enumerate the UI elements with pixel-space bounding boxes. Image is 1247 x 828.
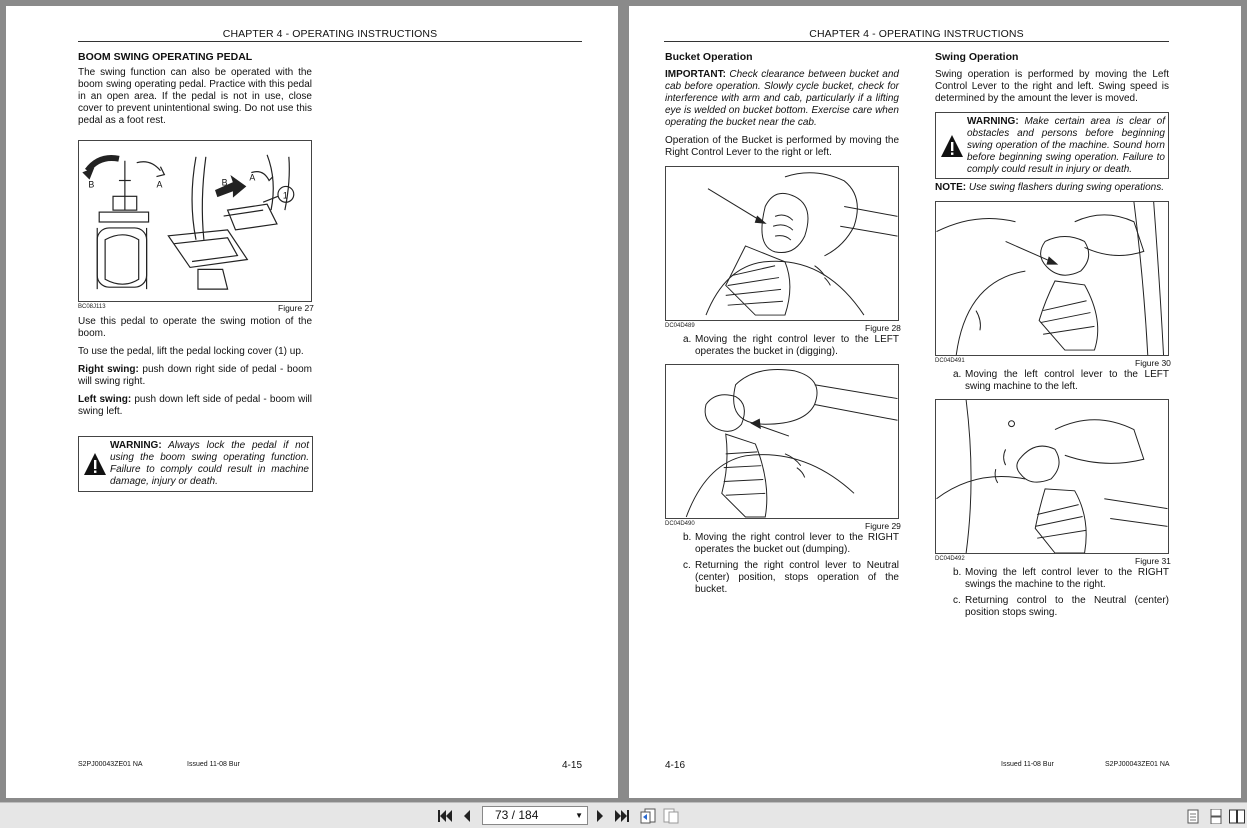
warning-label: WARNING:: [110, 440, 162, 451]
forward-icon[interactable]: [663, 808, 679, 824]
item-text: Moving the left control lever to the RIGHT swings the machine to the right.: [965, 567, 1169, 590]
swing-pedal-illustration: [79, 141, 311, 301]
warning-icon: [83, 452, 107, 476]
figure-29: [665, 364, 899, 519]
item-label: b.: [683, 532, 692, 543]
label-b2: B: [221, 177, 228, 188]
figure-28-caption: Figure 28: [865, 323, 901, 333]
figure-27: [78, 140, 312, 302]
bucket-heading: Bucket Operation: [665, 51, 753, 63]
right-swing-label: Right swing:: [78, 364, 139, 375]
single-page-icon[interactable]: [1185, 808, 1201, 824]
label-a: A: [156, 179, 163, 190]
swing-heading: Swing Operation: [935, 51, 1019, 63]
pedal-usage-paragraph: Use this pedal to operate the swing motion of the boom.: [78, 316, 312, 339]
important-text: Check clearance between bucket and cab before operation. Slowly cycle bucket, check for interference with arm and cab, particularly if a lifting eye is welded on bucket bottom. Exercise care when operating the bucket near the cab.: [665, 69, 899, 128]
footer-doc-number: S2PJ00043ZE01 NA: [78, 761, 143, 768]
prev-page-icon[interactable]: [459, 808, 475, 824]
left-lever-left-illustration: [936, 202, 1168, 355]
item-label: a.: [953, 369, 962, 380]
label-1: 1: [282, 190, 288, 201]
warning-body: Always lock the pedal if not using the boom swing operating function. Failure to comply could result in machine damage, injury or death.: [110, 440, 309, 487]
swing-item-a: [953, 369, 1169, 395]
warning-icon: [940, 134, 964, 158]
label-a2: A: [249, 172, 256, 183]
swing-item-b: [953, 567, 1169, 593]
bucket-item-b: [683, 532, 899, 558]
pedal-warning-box: [78, 436, 313, 492]
bucket-paragraph: Operation of the Bucket is performed by moving the Right Control Lever to the right or left.: [665, 135, 899, 158]
figure-28: [665, 166, 899, 321]
page-4-16: [629, 6, 1241, 798]
figure-caption: Figure 27: [278, 303, 314, 313]
item-label: c.: [683, 560, 691, 571]
page-4-15: [6, 6, 618, 798]
figure-31-id: DC04D492: [935, 556, 965, 562]
footer-doc-number: S2PJ00043ZE01 NA: [1105, 761, 1170, 768]
swing-warning-text: [967, 116, 1165, 176]
last-page-icon[interactable]: [614, 808, 630, 824]
page-number: 4-16: [665, 760, 686, 771]
item-label: b.: [953, 567, 962, 578]
continuous-icon[interactable]: [1208, 808, 1224, 824]
two-page-icon[interactable]: [1229, 808, 1245, 824]
swing-paragraph: Swing operation is performed by moving the Left Control Lever to the right and left. Swing speed is determined by the amount the lever is moved.: [935, 69, 1169, 104]
left-swing-text: push down left side of pedal - boom will swing left.: [78, 394, 312, 417]
figure-28-id: DC04D489: [665, 323, 695, 329]
intro-paragraph: The swing function can also be operated with the boom swing operating pedal. Practice with this pedal in an open area. If the pedal is not in use, close cover to prevent unintentional swing. Do not use this pedal as a foot rest.: [78, 67, 312, 126]
back-icon[interactable]: [640, 808, 656, 824]
item-label: a.: [683, 334, 692, 345]
figure-29-id: DC04D490: [665, 521, 695, 527]
pedal-warning-text: [110, 440, 309, 488]
figure-id: BC08J113: [78, 304, 106, 310]
footer-issued: Issued 11-08 Bur: [1001, 761, 1054, 768]
figure-30: [935, 201, 1169, 356]
figure-30-id: DC04D491: [935, 358, 965, 364]
chapter-header: CHAPTER 4 - OPERATING INSTRUCTIONS: [78, 28, 582, 42]
swing-item-c: [953, 595, 1169, 621]
figure-31-caption: Figure 31: [1135, 556, 1171, 566]
item-text: Returning the right control lever to Neutral (center) position, stops operation of the bucket.: [695, 560, 899, 595]
page-number-input[interactable]: [482, 806, 588, 825]
figure-29-caption: Figure 29: [865, 521, 901, 531]
swing-note: [935, 182, 1169, 194]
first-page-icon[interactable]: [437, 808, 453, 824]
viewer-toolbar: [0, 802, 1247, 828]
important-label: IMPORTANT:: [665, 69, 726, 80]
note-label: NOTE:: [935, 182, 967, 193]
page-number: 4-15: [562, 760, 583, 771]
chapter-header: CHAPTER 4 - OPERATING INSTRUCTIONS: [664, 28, 1169, 42]
footer-issued: Issued 11-08 Bur: [187, 761, 240, 768]
next-page-icon[interactable]: [592, 808, 608, 824]
item-label: c.: [953, 595, 961, 606]
figure-30-caption: Figure 30: [1135, 358, 1171, 368]
warning-label: WARNING:: [967, 116, 1019, 127]
note-text: Use swing flashers during swing operations.: [966, 182, 1164, 193]
bucket-item-a: [683, 334, 899, 360]
section-heading: BOOM SWING OPERATING PEDAL: [78, 51, 253, 63]
bucket-important: [665, 69, 899, 129]
item-text: Moving the right control lever to the LEFT operates the bucket in (digging).: [695, 334, 899, 357]
left-lever-right-illustration: [936, 400, 1168, 553]
left-swing-paragraph: [78, 394, 312, 418]
label-b: B: [88, 179, 95, 190]
right-swing-paragraph: [78, 364, 312, 388]
item-text: Returning control to the Neutral (center) position stops swing.: [965, 595, 1169, 618]
swing-warning-box: [935, 112, 1169, 179]
bucket-item-c: [683, 560, 899, 598]
figure-31: [935, 399, 1169, 554]
right-lever-left-illustration: [666, 167, 898, 320]
page-indicator: 73 / 184: [495, 808, 539, 822]
item-text: Moving the left control lever to the LEFT swing machine to the left.: [965, 369, 1169, 392]
left-swing-label: Left swing:: [78, 394, 132, 405]
pedal-cover-paragraph: To use the pedal, lift the pedal locking cover (1) up.: [78, 346, 304, 357]
item-text: Moving the right control lever to the RIGHT operates the bucket out (dumping).: [695, 532, 899, 555]
right-swing-text: push down right side of pedal - boom will swing right.: [78, 364, 312, 387]
right-lever-right-illustration: [666, 365, 898, 518]
warning-body: Make certain area is clear of obstacles and persons before beginning swing operation of the machine. Sound horn before beginning swing operation. Failure to comply could result in injury or death.: [967, 116, 1165, 175]
chevron-down-icon[interactable]: ▼: [575, 811, 583, 820]
